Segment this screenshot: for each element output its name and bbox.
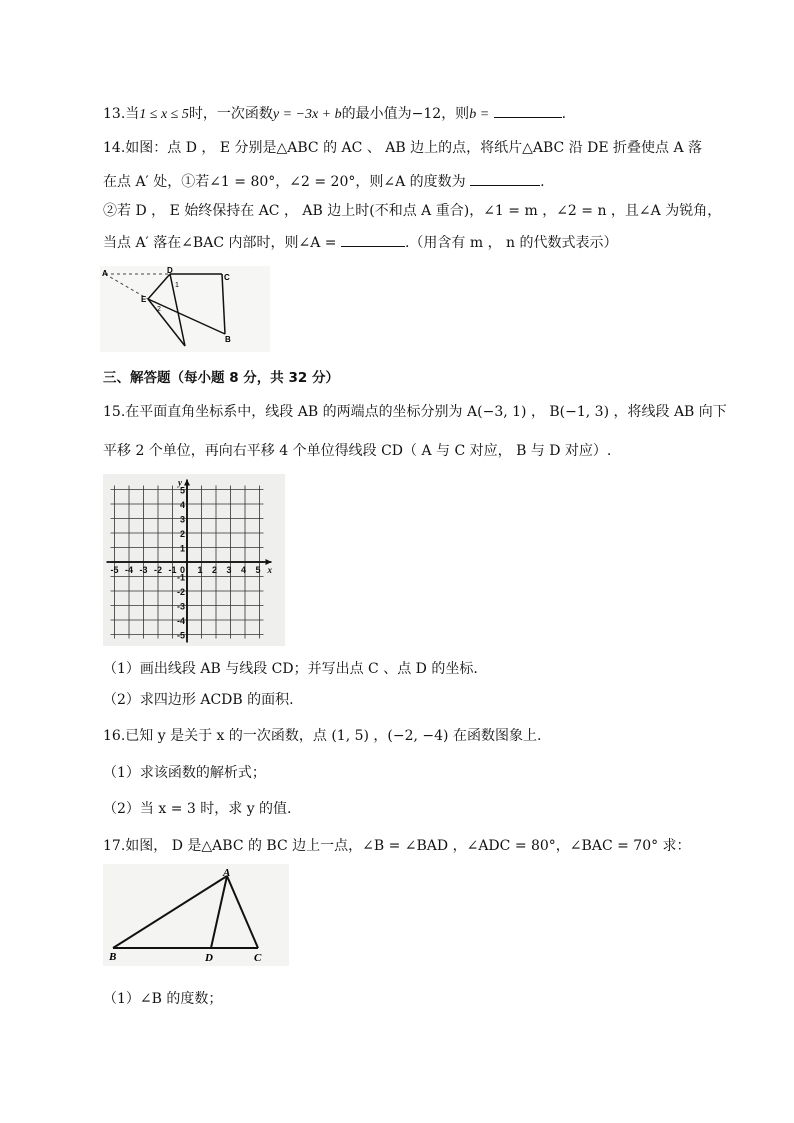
- question-14-line-3: ②若 D ， E 始终保持在 AC ， AB 边上时(不和点 A 重合)，∠1 = m ，∠2 = n ，且∠A 为锐角，: [103, 203, 722, 219]
- question-15-line-2: 平移 2 个单位，再向右平移 4 个单位得线段 CD（ A 与 C 对应， B 与 D 对应）.: [103, 443, 612, 459]
- coordinate-grid[interactable]: [103, 474, 285, 646]
- question-14-line-4: 当点 A′ 落在∠BAC 内部时，则∠A = .（用含有 m ， n 的代数式表示）: [103, 232, 618, 253]
- fold-triangle-figure: [100, 266, 270, 352]
- x-tick-label: -3: [139, 565, 148, 575]
- question-16-sub-1: （1）求该函数的解析式；: [103, 765, 266, 781]
- label-c: C: [224, 273, 230, 282]
- label-a: A: [102, 269, 108, 278]
- y-axis-label: y: [178, 477, 182, 488]
- y-tick-label: 2: [180, 529, 186, 539]
- label-angle-1: 1: [175, 282, 179, 289]
- x-tick-label: 5: [255, 565, 261, 575]
- y-tick-label: 5: [180, 485, 186, 496]
- question-16-line-1: 16.已知 y 是关于 x 的一次函数，点 (1, 5) ，(−2, −4) 在函数图象上.: [103, 728, 542, 744]
- label-d: D: [205, 952, 213, 964]
- y-tick-label: -2: [177, 587, 186, 597]
- y-tick-label: -1: [177, 572, 186, 583]
- x-tick-label: 2: [212, 565, 218, 575]
- question-14-line-1: 14.如图：点 D ， E 分别是△ABC 的 AC 、 AB 边上的点，将纸片△ABC 沿 DE 折叠使点 A 落: [103, 140, 703, 156]
- y-tick-label: -5: [177, 630, 186, 641]
- y-tick-label: 4: [180, 500, 186, 510]
- origin-label: 0: [180, 565, 186, 575]
- x-tick-label: -2: [154, 565, 163, 575]
- question-16-sub-2: （2）当 x = 3 时，求 y 的值.: [103, 801, 292, 817]
- label-c: C: [254, 952, 262, 964]
- label-angle-2: 2: [157, 306, 161, 313]
- label-b: B: [225, 335, 231, 344]
- y-tick-label: -3: [177, 601, 186, 612]
- answer-blank-14-2[interactable]: [341, 232, 405, 247]
- x-tick-label: 3: [226, 565, 232, 575]
- y-tick-label: -4: [177, 616, 186, 626]
- x-tick-label: -1: [168, 565, 177, 575]
- label-b: B: [109, 951, 117, 963]
- triangle-abc-figure: [103, 864, 289, 966]
- x-axis-label: x: [267, 565, 272, 575]
- question-15-line-1: 15.在平面直角坐标系中，线段 AB 的两端点的坐标分别为 A(−3, 1) ， B(−1, 3) ，将线段 AB 向下: [103, 404, 727, 420]
- question-15-sub-2: （2）求四边形 ACDB 的面积.: [103, 692, 294, 708]
- question-17-line-1: 17.如图， D 是△ABC 的 BC 边上一点，∠B = ∠BAD ，∠ADC = 80°，∠BAC = 70° 求：: [103, 838, 691, 854]
- y-tick-label: 3: [180, 514, 186, 525]
- label-e: E: [141, 295, 147, 304]
- x-tick-label: -4: [125, 565, 134, 575]
- x-tick-label: 4: [241, 565, 247, 575]
- label-a: A: [223, 867, 231, 879]
- question-17-sub-1: （1）∠B 的度数；: [103, 991, 223, 1007]
- question-14-line-2: 在点 A′ 处，①若∠1 = 80°，∠2 = 20°，则∠A 的度数为 .: [103, 171, 545, 192]
- answer-blank-14-1[interactable]: [470, 171, 540, 186]
- section-heading: 三、解答题（每小题 8 分，共 32 分）: [103, 370, 339, 386]
- x-tick-label: 1: [197, 565, 203, 575]
- question-15-sub-1: （1）画出线段 AB 与线段 CD；并写出点 C 、点 D 的坐标.: [103, 661, 478, 677]
- x-tick-label: -5: [110, 565, 119, 575]
- label-d: D: [167, 266, 173, 275]
- y-tick-label: 1: [180, 543, 186, 554]
- answer-blank-13[interactable]: [494, 103, 562, 118]
- question-13: 13.当1 ≤ x ≤ 5时，一次函数y = −3x + b的最小值为−12，则b = .: [103, 103, 566, 125]
